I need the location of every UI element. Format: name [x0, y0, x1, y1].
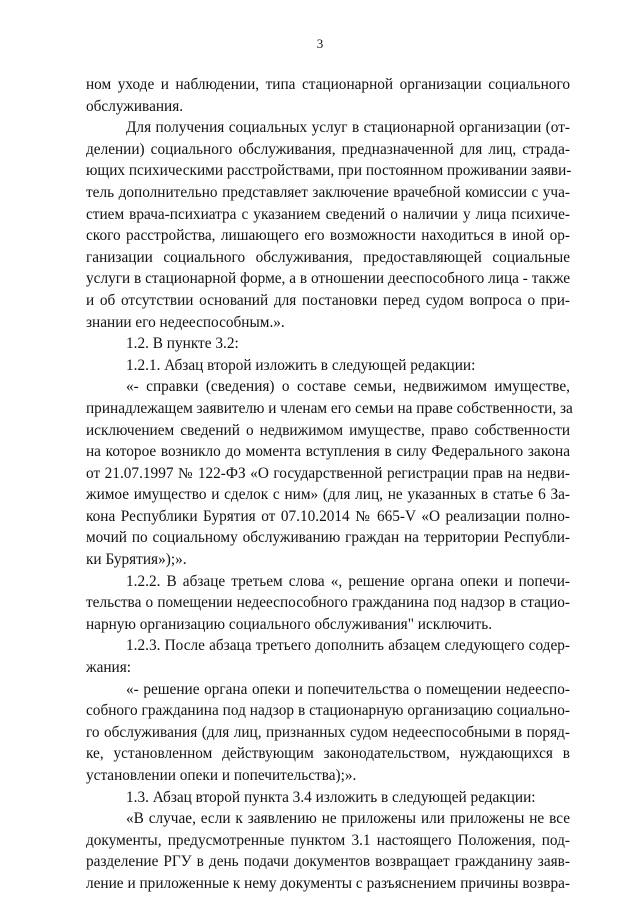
text-line: и об отсутствии оснований для постановки перед судом вопроса о при-	[86, 291, 570, 309]
text-line: ление и приложенные к нему документы с разъяснением причины возвра-	[86, 874, 570, 892]
text-line: мочий по социальному обслуживанию граждан на территории Республи-	[86, 529, 570, 547]
text-line: го обслуживания (для лиц, признанных судом недееспособными в поряд-	[86, 723, 570, 741]
text-line: знании его недееспособным.».	[86, 313, 285, 331]
text-line: «- решение органа опеки и попечительства о помещении недееспо-	[126, 680, 570, 698]
page-number: 3	[316, 36, 324, 51]
text-line: исключением сведений о недвижимом имуществе, право собственности	[86, 421, 570, 439]
document-body	[86, 74, 573, 895]
text-line: 1.2.2. В абзаце третьем слова «, решение органа опеки и попечи-	[126, 572, 570, 590]
text-line: собного гражданина под надзор в стационарную организацию социально-	[86, 702, 570, 720]
text-line: от 21.07.1997 № 122-ФЗ «О государственной регистрации прав на недви-	[86, 464, 570, 482]
text-line: принадлежащем заявителю и членам его семьи на праве собственности, за	[86, 399, 573, 417]
text-line: документы, предусмотренные пунктом 3.1 настоящего Положения, под-	[86, 831, 570, 849]
text-line: 1.2.1. Абзац второй изложить в следующей редакции:	[126, 356, 476, 374]
text-line: на которое возникло до момента вступления в силу Федерального закона	[86, 443, 570, 461]
text-line: ке, установленном действующим законодательством, нуждающихся в	[86, 745, 570, 763]
text-line: «- справки (сведения) о составе семьи, недвижимом имуществе,	[126, 378, 570, 396]
text-line: 1.2. В пункте 3.2:	[126, 335, 239, 353]
text-line: ном уходе и наблюдении, типа стационарной организации социального	[86, 76, 570, 93]
text-line: 1.3. Абзац второй пункта 3.4 изложить в следующей редакции:	[126, 788, 536, 806]
text-line: тельства о помещении недееспособного гражданина под надзор в стацио-	[86, 594, 570, 612]
text-line: 1.2.3. После абзаца третьего дополнить абзацем следующего содер-	[126, 637, 570, 655]
text-line: жимое имущество и сделок с ним» (для лиц, не указанных в статье 6 За-	[86, 486, 570, 504]
text-line: разделение РГУ в день подачи документов возвращает гражданину заяв-	[86, 853, 570, 871]
text-line: нарную организацию социального обслуживания" исключить.	[86, 615, 493, 633]
text-line: жания:	[86, 659, 132, 677]
text-line: «В случае, если к заявлению не приложены или приложены не все	[126, 810, 570, 828]
text-line: стием врача-психиатра с указанием сведений о наличии у лица психиче-	[86, 205, 570, 223]
text-line: Для получения социальных услуг в стационарной организации (от-	[126, 119, 570, 137]
text-line: ки Бурятия»);».	[86, 551, 187, 569]
text-line: тель дополнительно представляет заключение врачебной комиссии с уча-	[86, 183, 570, 201]
text-line: услуги в стационарной форме, а в отношении дееспособного лица - также	[86, 270, 570, 288]
text-line: кона Республики Бурятия от 07.10.2014 № 665-V «О реализации полно-	[86, 507, 570, 525]
text-line: ганизации социального обслуживания, предоставляющей социальные	[86, 248, 570, 266]
text-line: ющих психическими расстройствами, при постоянном проживании заяви-	[86, 162, 572, 180]
text-line: установлении опеки и попечительства);».	[86, 767, 357, 784]
text-line: делении) социального обслуживания, предназначенной для лиц, страда-	[86, 140, 570, 158]
text-line: ского расстройства, лишающего его возможности находиться в иной ор-	[86, 227, 570, 245]
text-line: обслуживания.	[86, 97, 184, 115]
